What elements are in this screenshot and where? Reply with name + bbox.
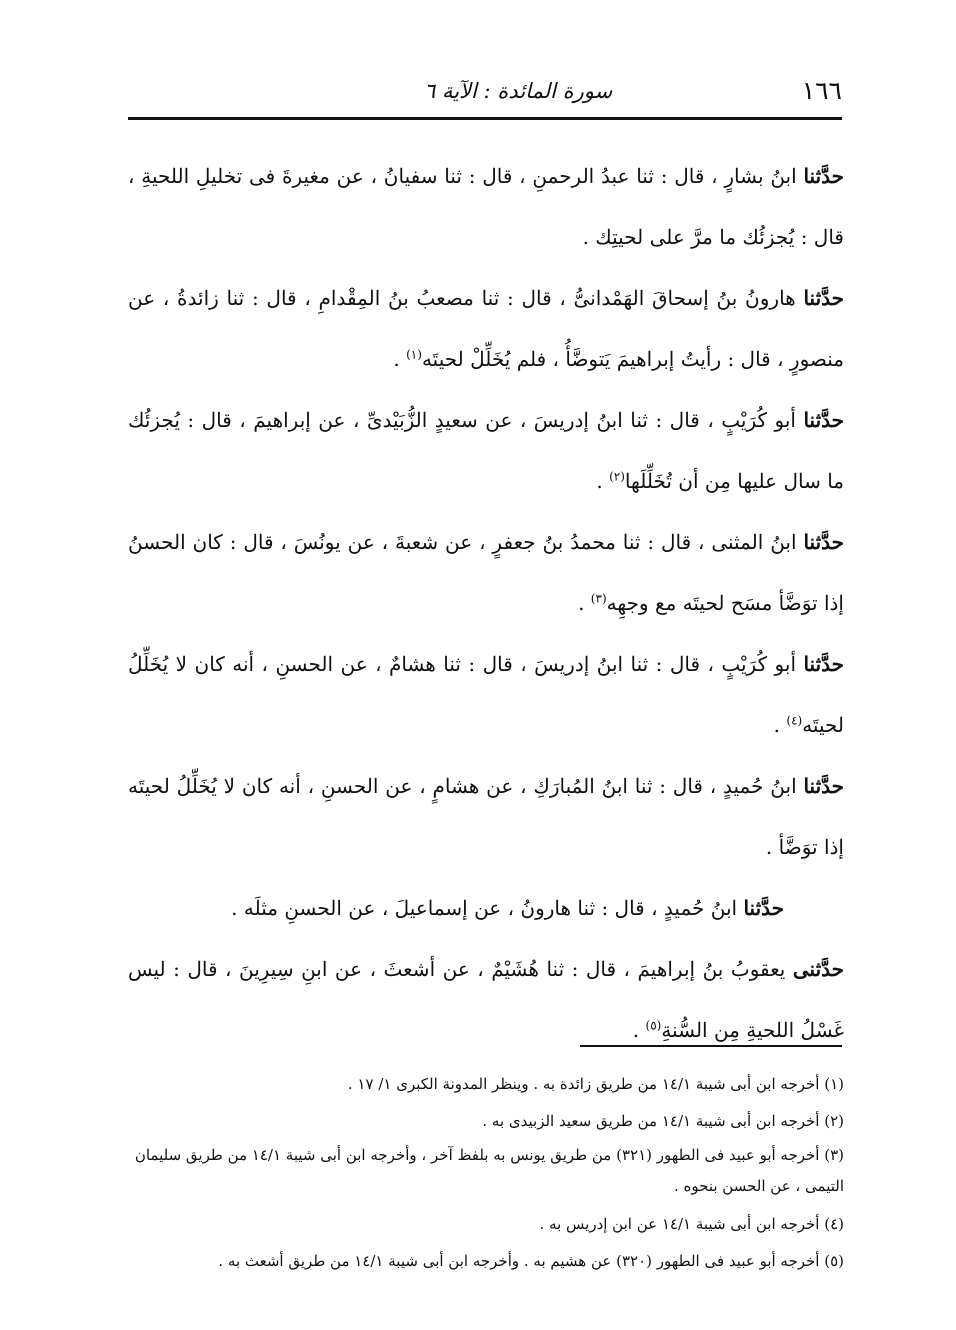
hadith-paragraph xyxy=(128,146,844,268)
paragraph-text: أبو كُرَيْبٍ ، قال : ثنا ابنُ إدريسَ ، عن سعيدٍ الزُّبَيْدىِّ ، عن إبراهيمَ ، قال : يُجزئُك ما سال عليها مِن أن تُخَلِّلَها xyxy=(128,408,844,493)
paragraph-tail: . xyxy=(596,469,610,493)
page-header xyxy=(128,62,842,106)
footnote-reference: (١) xyxy=(406,347,422,362)
narration-lead: حدَّثنا xyxy=(803,164,844,188)
narration-lead: حدَّثنا xyxy=(803,652,844,676)
footnotes xyxy=(128,1066,844,1280)
header-rule xyxy=(128,117,842,120)
paragraph-text: ابنُ حُميدٍ ، قال : ثنا هارونُ ، عن إسماعيلَ ، عن الحسنِ مثلَه . xyxy=(231,896,744,920)
footnote: (٤) أخرجه ابن أبى شيبة ١٤/١ عن ابن إدريس به . xyxy=(539,1215,844,1233)
running-title: سورة المائدة : الآية ٦ xyxy=(424,79,613,103)
footnote: (٥) أخرجه أبو عبيد فى الطهور (٣٢٠) عن هشيم به . وأخرجه ابن أبى شيبة ١٤/١ من طريق أشعث به . xyxy=(218,1252,844,1270)
footnote-reference: (٥) xyxy=(645,1018,662,1033)
paragraph-tail: . xyxy=(393,347,407,371)
paragraph-text: يعقوبُ بنُ إبراهيمَ ، قال : ثنا هُشَيْمٌ ، عن أشعثَ ، عن ابنِ سِيرِينَ ، قال : ليس غَسْلُ اللحيةِ مِن السُّنةِ xyxy=(128,957,844,1042)
paragraph-text: أبو كُرَيْبٍ ، قال : ثنا ابنُ إدريسَ ، قال : ثنا هشامٌ ، عن الحسنِ ، أنه كان لا يُخَلِّلُ لحيتَه xyxy=(128,652,844,737)
hadith-paragraph xyxy=(128,756,844,878)
narration-lead: حدَّثنا xyxy=(803,530,844,554)
narration-lead: حدَّثنا xyxy=(743,896,784,920)
hadith-paragraph xyxy=(128,268,844,390)
footnote-reference: (٣) xyxy=(590,591,607,606)
footnote-reference: (٢) xyxy=(609,469,625,484)
hadith-paragraph xyxy=(128,634,844,756)
paragraph-tail: . xyxy=(632,1018,646,1042)
paragraph-text: ابنُ المثنى ، قال : ثنا محمدُ بنُ جعفرٍ ، عن شعبةَ ، عن يونُسَ ، قال : كان الحسنُ إذا توَضَّأ مسَح لحيتَه مع وجهِه xyxy=(128,530,844,615)
paragraph-tail: . xyxy=(773,713,787,737)
hadith-paragraph xyxy=(128,939,844,1061)
narration-lead: حدَّثنا xyxy=(803,286,844,310)
footnote-reference: (٤) xyxy=(786,713,803,728)
hadith-paragraph xyxy=(128,512,844,634)
paragraph-text: هارونُ بنُ إسحاقَ الهَمْدانىُّ ، قال : ثنا مصعبُ بنُ المِقْدامِ ، قال : ثنا زائدةُ ، عن منصورٍ ، قال : رأيتُ إبراهيمَ يَتوضَّأُ ، فلم يُخَلِّلْ لحيتَه xyxy=(128,286,844,371)
hadith-paragraph xyxy=(128,878,844,939)
paragraph-text: ابنُ بشارٍ ، قال : ثنا عبدُ الرحمنِ ، قال : ثنا سفيانُ ، عن مغيرةَ فى تخليلِ اللحيةِ ، قال : يُجزئُك ما مرَّ على لحيتِك . xyxy=(128,164,844,249)
paragraph-tail: . xyxy=(578,591,591,615)
paragraph-text: ابنُ حُميدٍ ، قال : ثنا ابنُ المُبارَكِ ، عن هشامٍ ، عن الحسنِ ، أنه كان لا يُخَلِّلُ لحيتَه إذا توَضَّأ . xyxy=(128,774,844,859)
narration-lead: حدَّثنى xyxy=(792,957,844,981)
footnote: (٢) أخرجه ابن أبى شيبة ١٤/١ من طريق سعيد الزبيدى به . xyxy=(482,1112,844,1130)
footnote: (٣) أخرجه أبو عبيد فى الطهور (٣٢١) من طريق يونس به بلفظ آخر ، وأخرجه ابن أبى شيبة ١٤/١ من طريق سليمان التيمى ، عن الحسن بنحوه . xyxy=(134,1146,844,1195)
main-text xyxy=(128,146,844,1061)
page-number: ١٦٦ xyxy=(801,76,842,105)
hadith-paragraph xyxy=(128,390,844,512)
narration-lead: حدَّثنا xyxy=(803,408,844,432)
footnote: (١) أخرجه ابن أبى شيبة ١٤/١ من طريق زائدة به . وينظر المدونة الكبرى ١/ ١٧ . xyxy=(347,1075,844,1093)
narration-lead: حدَّثنا xyxy=(803,774,844,798)
footnote-separator xyxy=(580,1045,842,1047)
